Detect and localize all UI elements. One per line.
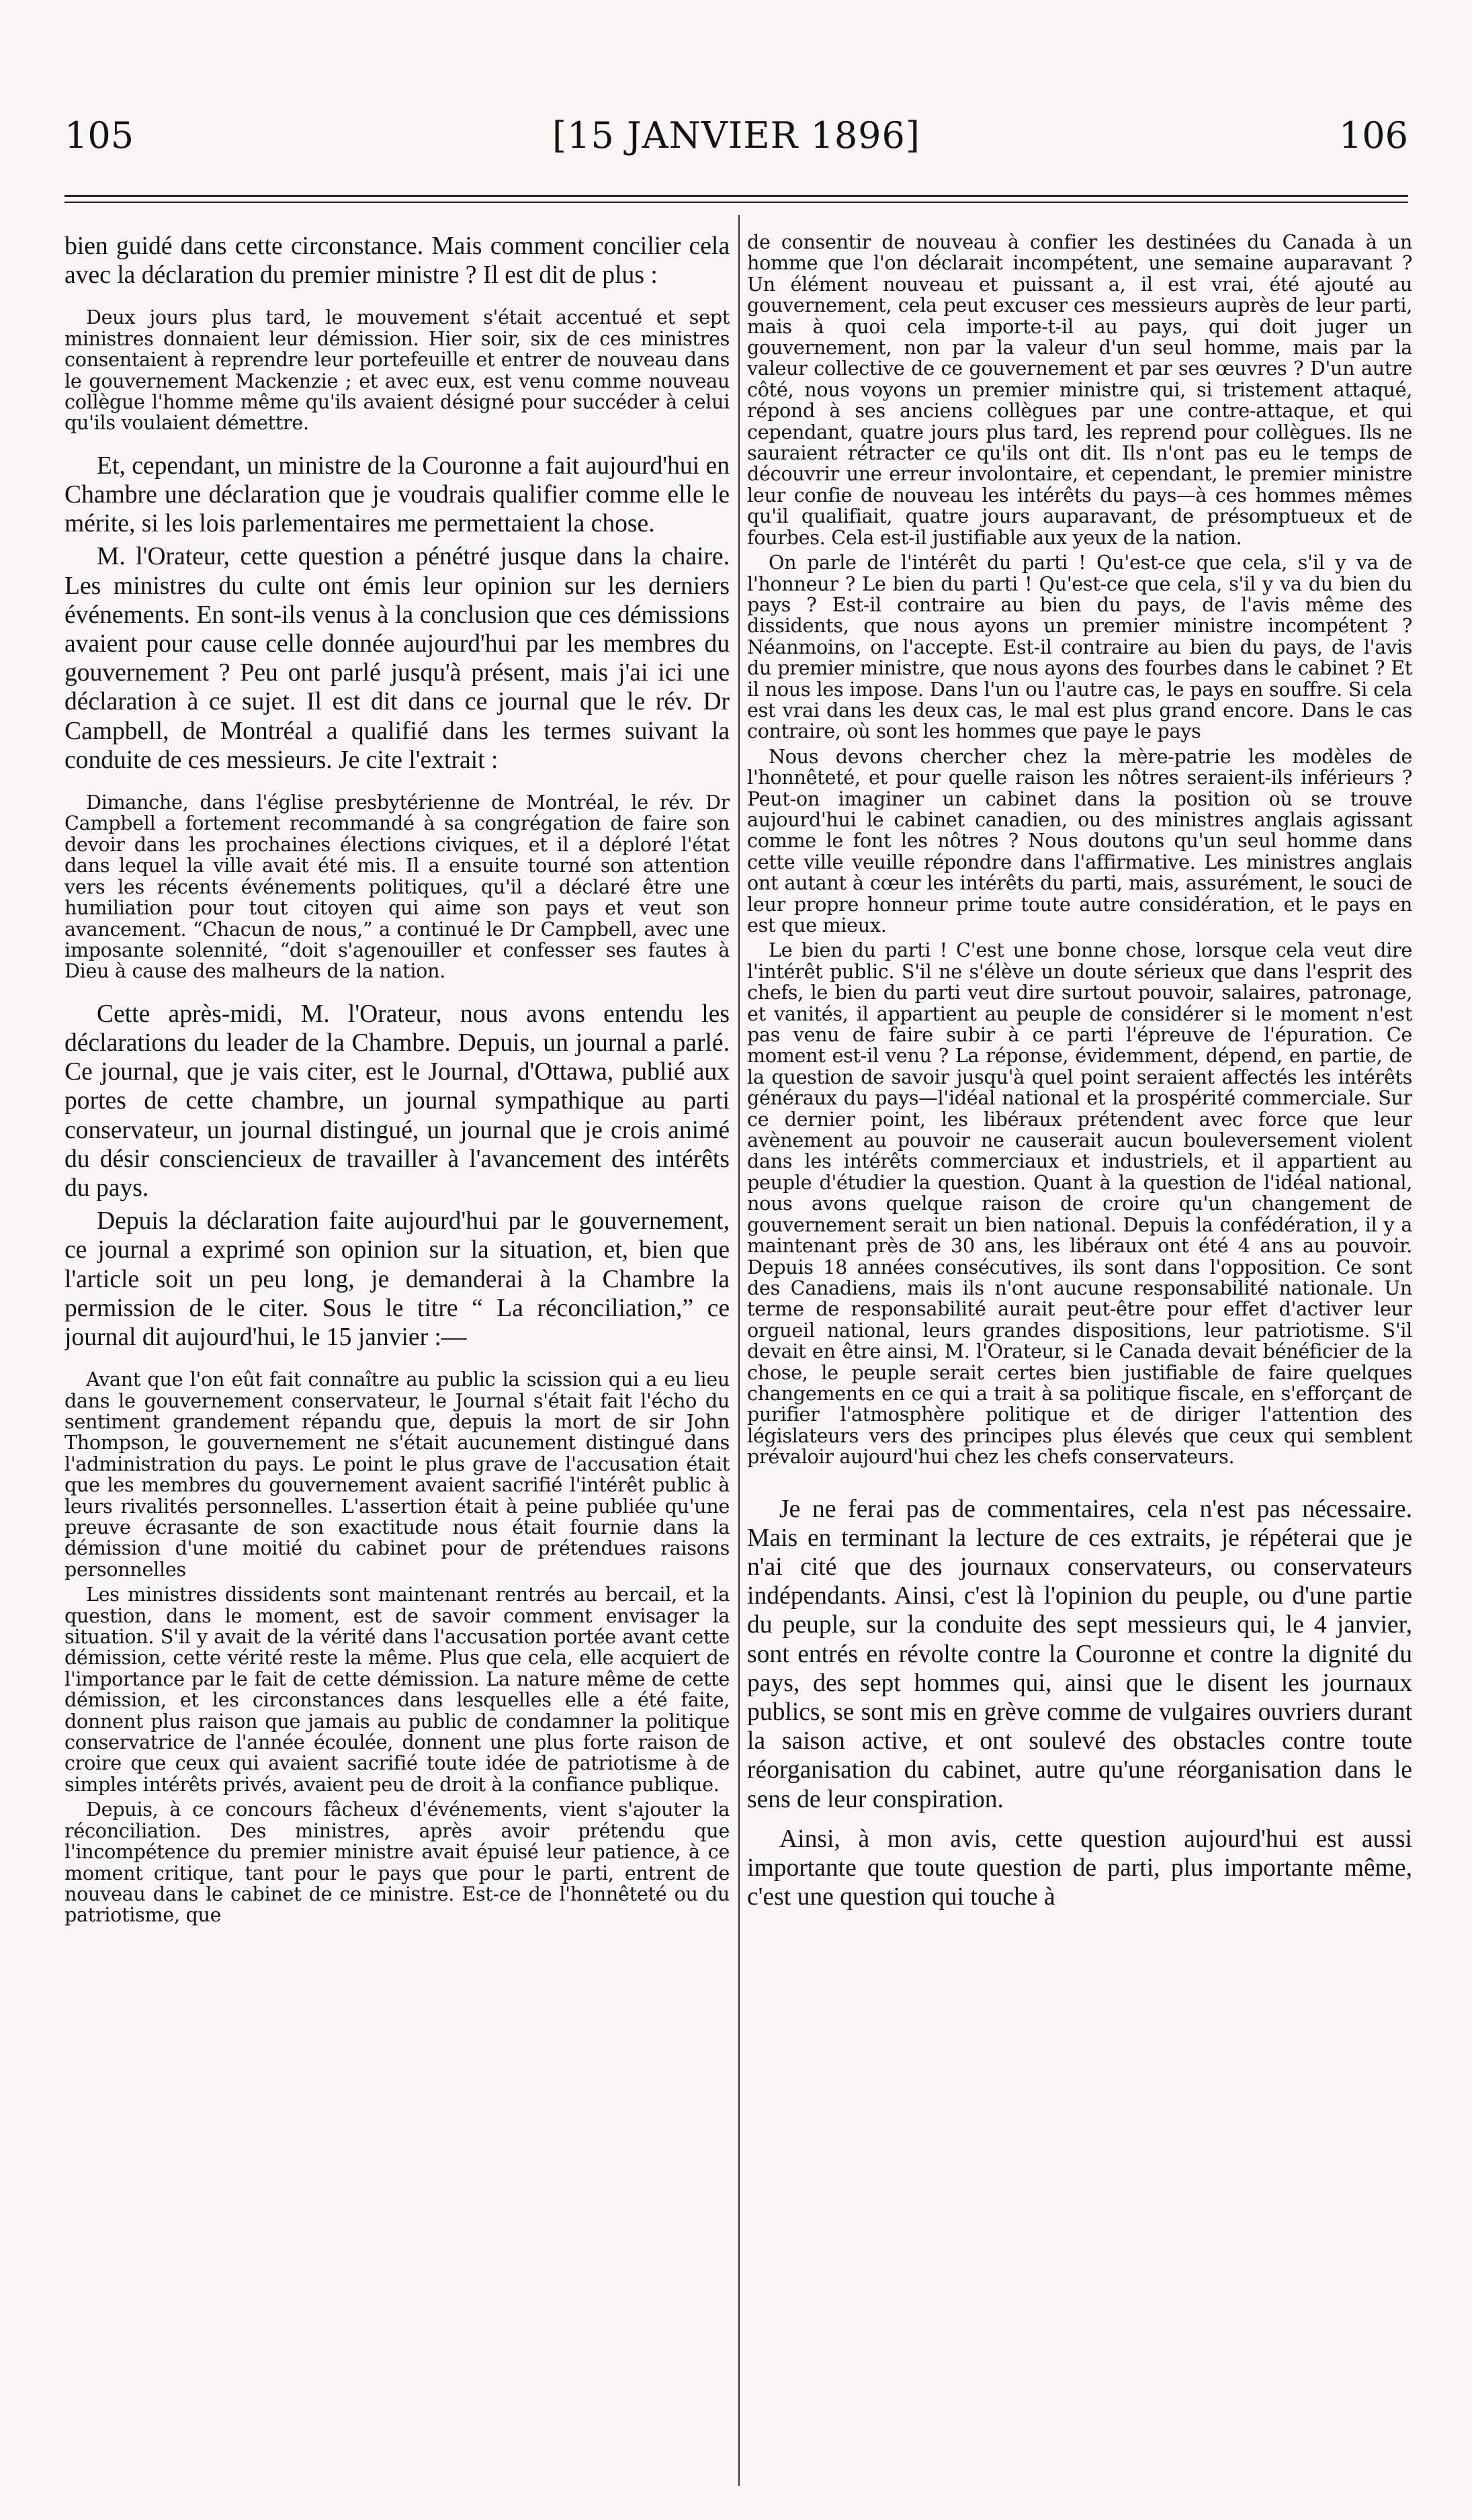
quote-paragraph: Depuis, à ce concours fâcheux d'événements, vient s'ajouter la réconciliation. Des ministres, après avoir prétendu que l'incompétence du premier ministre avait épuisé leur patience, à ce moment critique, tant pour le pays que pour le parti, entrent de nouveau dans le cabinet de ce ministre. Est-ce de l'honnêteté ou du patriotisme, que	[64, 1798, 730, 1927]
quote-paragraph: Deux jours plus tard, le mouvement s'était accentué et sept ministres donnaient leur démission. Hier soir, six de ces ministres consentaient à reprendre leur portefeuille et entrer de nouveau dans le gouvernement Mackenzie ; et avec eux, est venu comme nouveau collègue l'homme même qu'ils avaient désigné pour succéder à celui qu'ils voulaient démettre.	[64, 306, 730, 435]
quote-paragraph: Avant que l'on eût fait connaître au public la scission qui a eu lieu dans le gouvernement conservateur, le Journal s'était fait l'écho du sentiment grandement répandu que, depuis la mort de sir John Thompson, le gouvernement ne s'était aucunement distingué dans l'administration du pays. Le point le plus grave de l'accusation était que les membres du gouvernement avaient sacrifié l'intérêt public à leurs rivalités personnelles. L'assertion était à peine publiée qu'une preuve écrasante de son exactitude nous était fournie dans la démission d'une moitié du cabinet pour de prétendues raisons personnelles	[64, 1368, 730, 1581]
paragraph: M. l'Orateur, cette question a pénétré jusque dans la chaire. Les ministres du culte ont émis leur opinion sur les derniers événements. En sont-ils venus à la conclusion que ces démissions avaient pour cause celle donnée aujourd'hui par les membres du gouvernement ? Peu ont parlé jusqu'à présent, mais j'ai ici une déclaration à ce sujet. Il est dit dans ce journal que le rév. Dr Campbell, de Montréal a qualifié dans les termes suivant la conduite de ces messieurs. Je cite l'extrait :	[64, 543, 730, 774]
quote-paragraph: Nous devons chercher chez la mère-patrie les modèles de l'honnêteté, et pour quelle raison les nôtres seraient-ils inférieurs ? Peut-on imaginer un cabinet dans la position où se trouve aujourd'hui le cabinet canadien, ou des ministres anglais agissant comme le font les nôtres ? Nous doutons qu'un seul homme dans cette ville veuille répondre dans l'affirmative. Les ministres anglais ont autant à cœur les intérêts du parti, mais, assurément, le souci de leur propre honneur prime toute autre considération, et le pays en est que mieux.	[747, 744, 1412, 937]
quote-paragraph: Le bien du parti ! C'est une bonne chose, lorsque cela veut dire l'intérêt public. S'il ne s'élève un doute sérieux que dans l'esprit des chefs, le bien du parti veut dire surtout pouvoir, salaires, patronage, et vanités, il appartient au peuple de considérer si le moment n'est pas venu de faire subir à ce parti l'épreuve de l'épuration. Ce moment est-il venu ? La réponse, évidemment, dépend, en partie, de la question de savoir jusqu'à quel point seraient affectés les intérêts généraux du pays—l'idéal national et la prospérité commerciale. Sur ce dernier point, les libéraux prétendent avec force que leur avènement au pouvoir ne causerait aucun bouleversement violent dans les intérêts commerciaux et industriels, et il appartient au peuple d'étudier la question. Quant à la question de l'idéal national, nous avons quelque raison de croire qu'un changement de gouvernement serait un bien national. Depuis la confédération, il y a maintenant près de 30 ans, les libéraux ont été 4 ans au pouvoir. Depuis 18 années consécutives, ils sont dans l'opposition. Ce sont des Canadiens, mais ils n'ont aucune responsabilité nationale. Un terme de responsabilité aurait peut-être pour effet d'activer leur orgueil national, leurs grandes dispositions, leur patriotisme. S'il devait en être ainsi, M. l'Orateur, si le Canada devait bénéficier de la chose, le peuple serait certes bien justifiable de faire quelques changements en ce qui a trait à sa politique fiscale, en s'efforçant de purifier l'atmosphère politique et de diriger l'attention des législateurs vers des principes plus élevés que ceux qui semblent prévaloir aujourd'hui chez les chefs conservateurs.	[747, 939, 1412, 1469]
page-number-right: 106	[1338, 114, 1408, 157]
header-rule-top	[64, 195, 1408, 197]
paragraph: Je ne ferai pas de commentaires, cela n'est pas nécessaire. Mais en terminant la lecture de ces extraits, je répéterai que je n'ai cité que des journaux conservateurs, ou conservateurs indépendants. Ainsi, c'est là l'opinion du peuple, ou d'une partie du peuple, sur la conduite des sept messieurs qui, le 4 janvier, sont entrés en révolte contre la Couronne et contre la dignité du pays, des sept hommes qui, ainsi que le disent les journaux publics, se sont mis en grève comme de vulgaires ouvriers durant la saison active, et ont soulevé des obstacles contre toute réorganisation du cabinet, autre qu'une réorganisation dans le sens de leur conspiration.	[747, 1495, 1412, 1813]
column-divider	[738, 215, 740, 2486]
paragraph: Depuis la déclaration faite aujourd'hui par le gouvernement, ce journal a exprimé son opinion sur la situation, et, bien que l'article soit un peu long, je demanderai à la Chambre la permission de le citer. Sous le titre “ La réconciliation,” ce journal dit aujourd'hui, le 15 janvier :—	[64, 1207, 730, 1351]
paragraph: Ainsi, à mon avis, cette question aujourd'hui est aussi importante que toute question de parti, plus importante même, c'est une question qui touche à	[747, 1825, 1412, 1911]
paragraph: Et, cependant, un ministre de la Couronne a fait aujourd'hui en Chambre une déclaration que je voudrais qualifier comme elle le mérite, si les lois parlementaires me permettaient la chose.	[64, 451, 730, 538]
page-number-left: 105	[64, 114, 134, 157]
paragraph: Cette après-midi, M. l'Orateur, nous avons entendu les déclarations du leader de la Chambre. Depuis, un journal a parlé. Ce journal, que je vais citer, est le Journal, d'Ottawa, publié aux portes de cette chambre, un journal sympathique au parti conservateur, un journal distingué, un journal que je crois animé du désir consciencieux de travailler à l'avancement des intérêts du pays.	[64, 1000, 730, 1202]
quote-paragraph: de consentir de nouveau à confier les destinées du Canada à un homme que l'on déclarait incompétent, une semaine auparavant ? Un élément nouveau et puissant a, il est vrai, été ajouté au gouvernement, cela peut excuser ces messieurs auprès de leur parti, mais à quoi cela importe-t-il au pays, qui doit juger un gouvernement, non par la valeur d'un seul homme, mais par la valeur collective de ce gouvernement et par ses œuvres ? D'un autre côté, nous voyons un premier ministre qui, si tristement attaqué, répond à ses anciens collègues par une contre-attaque, et qui cependant, quatre jours plus tard, les reprend pour collègues. Ils ne sauraient rétracter ce qu'ils ont dit. Ils n'ont pas eu le temps de découvrir une erreur involontaire, et cependant, le premier ministre leur confie de nouveau les intérêts du pays—à ces hommes mêmes qu'il qualifiait, quatre jours auparavant, de présomptueux et de fourbes. Cela est-il justifiable aux yeux de la nation.	[747, 232, 1412, 549]
left-column	[64, 232, 730, 2482]
header-rule-bottom	[64, 202, 1408, 203]
quote-paragraph: Dimanche, dans l'église presbytérienne de Montréal, le rév. Dr Campbell a fortement recommandé à sa congrégation de faire son devoir dans les prochaines élections civiques, et il a déploré l'état dans lequel la ville avait été mis. Il a ensuite tourné son attention vers les récents événements politiques, qu'il a déclaré être une humiliation pour tout citoyen qui aime son pays et veut son avancement. “Chacun de nous,” a continué le Dr Campbell, avec une imposante solennité, “doit s'agenouiller et confesser ses fautes à Dieu à cause des malheurs de la nation.	[64, 791, 730, 983]
quote-paragraph: On parle de l'intérêt du parti ! Qu'est-ce que cela, s'il y va de l'honneur ? Le bien du parti ! Qu'est-ce que cela, s'il y va du bien du pays ? Est-il contraire au bien du pays, de l'avis même des dissidents, que nous ayons un premier ministre incompétent ? Néanmoins, on l'accepte. Est-il contraire au bien du pays, de l'avis du premier ministre, que nous ayons des fourbes dans le cabinet ? Et il nous les impose. Dans l'un ou l'autre cas, le pays en souffre. Si cela est vrai dans les deux cas, le mal est plus grand encore. Dans le cas contraire, où sont les hommes que paye le pays	[747, 551, 1412, 743]
right-column	[747, 232, 1412, 2482]
header-date: [15 JANVIER 1896]	[552, 114, 920, 157]
page-header	[64, 114, 1408, 168]
quote-paragraph: Les ministres dissidents sont maintenant rentrés au bercail, et la question, dans le moment, est de savoir comment envisager la situation. S'il y avait de la vérité dans l'accusation portée avant cette démission, cette vérité reste la même. Plus que cela, elle acquiert de l'importance par le fait de cette démission. La nature même de cette démission, et les circonstances dans lesquelles elle a été faite, donnent plus raison que jamais au public de condamner la politique conservatrice de l'année écoulée, donnent une plus forte raison de croire que ceux qui avaient sacrifié toute idée de patriotisme à de simples intérêts privés, avaient peu de droit à la confiance publique.	[64, 1583, 730, 1796]
paragraph: bien guidé dans cette circonstance. Mais comment concilier cela avec la déclaration du premier ministre ? Il est dit de plus :	[64, 232, 730, 290]
